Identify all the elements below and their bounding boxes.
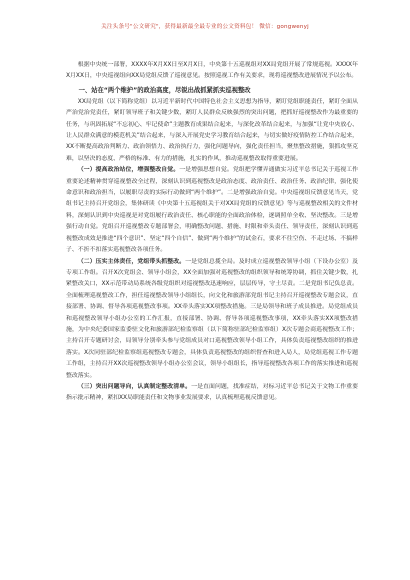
subsection-3	[66, 382, 358, 405]
header-watermark-note: 关注头条号"公文研究"，获得最新最全最专业的公文资料包！ 微信：gongwenyj	[101, 24, 309, 30]
subsection-1-body: 一是增强思想自觉。党组把学懂弄通做实习近平总书记关于巡视工作重要论述精神贯穿巡视整改全过程，深刻认识到巡视整改是政治态度、政治责任、政治任务、政治纪律，强化使命意识和政治担当，以履职尽责的实际行动做到“两个维护”。二是增强政治自觉。中央巡视组反馈意见当天，党组书记主持召开党组会，集体研读《中央第十五巡视组关于对XX局党组的反馈意见》等与巡视整改相关的文件材料，深刻认识到中央巡视是对党组履行政治责任、核心职能的全面政治体检，逐调照单全收、坚决整改。三是增强行动自觉。党组召开巡视整改专题部署会，明确整改问题、措施、时限和牵头责任、领导责任，深刻认识到巡视整改成效是推进“四个意识”、坚定“四个自信”、做到“两个维护”的试金石，要求不往空伤、不走过场、不搞样子、不折不扣落实巡视整改各项任务。	[66, 167, 359, 254]
subsection-2-body: 一是党组总揽全局。及时成立巡视整改领导小组（下设办公室）及专项工作组。召开X次党组会、领导小组会，XX全面加强对巡视整改的组织领导和统筹协调，抓住关键少数，扎紧整改关口，XX示范带动局系统各级党组织对巡视整改迅速响应，层层传导，守土尽责。二是党组书记负总责。全面梳理巡视整改工作，担任巡视整改领导小组组长，向文化和旅游部党组书记主持召开巡视整改专题会议，直接部署、协调、督导各项巡视整改事项。XX牵头落实XX项整改措施。三是局领导和班子成员推进。局党组成员和巡视整改领导小组办公室的工作汇报，直接部署、协调、督导各项巡视整改事项，XX牵头落实XX项整改措施，为中央纪委国家监委驻文化和旅游部纪检监察组（以下简称驻部纪检监察组）X次专题会商巡视整改工作；主持召开专题研讨会，局领导分别牵头参与党组成员对口巡视整改领导小组工作，具体负责巡视整改组织的推进落实。X次同驻部纪检监察组巡视整改专题会，具体负责巡视整改的组织督查和进入局人，局党组巡视工作专题工作组，主持召开XX次巡视整改领导小组办公室会议，领导小组组长，指导巡视整改各项工作的落实推进和巡视整改落实。	[66, 258, 359, 379]
subsection-3-title: （三）突出问题导向，认真制定整改清单。	[77, 383, 192, 390]
document-body	[66, 60, 358, 405]
section-1-heading: 一、站在“两个维护”的政治高度，尽锐出战抓紧抓实巡视整改	[78, 86, 251, 94]
subsection-2-title: （二）压实主体责任，党组带头抓整改。	[77, 258, 186, 265]
intro-paragraph: 根据中央统一部署，XXXX年X月XX日至X月X日，中央第十五巡视组对XX局党组开展了常规巡视。XXXX年X月XX日，中央巡视组向XX局党组反馈了巡视意见。按照巡视工作有关要求，现将巡视整改进展情况予以公布。	[66, 62, 358, 80]
subsection-1	[66, 165, 358, 256]
subsection-1-title: （一）提高政治站位，增强整改自觉。	[77, 167, 180, 174]
subsection-3-body: 一是直面问题，找准症结，对标习近平总书记关于文物工作重要指示批示精神，紧扣XX局职能责任和文物事业发展要求，认真梳理巡视反馈意见。	[66, 383, 359, 402]
section-1-paragraph: XX局党组（以下简称党组）以习近平新时代中国特色社会主义思想为指导，紧盯党组职能责任，紧盯全面从严治党治党责任，紧盯领导班子和关键少数，紧盯人民群众反映强烈的突出问题，把抓好巡视整改作为最重要的任务，与巩固拓展“不忘初心、牢记使命”主题教育成果结合起来，与深化改革结合起来，与加强“让党中央放心、让人民群众满意的模范机关”结合起来，与深入开展党史学习教育结合起来，与切实做好疫情防控工作结合起来，XX不断提高政治判断力、政治领悟力、政治执行力，强化问题导向，强化责任担当，聚焦整改措施，狠抓攻坚克难，以坚决的态度、严格的标准、有力的措施，扎实的作风，推动巡视整改取得重要进展。	[66, 98, 358, 162]
subsection-2	[66, 257, 358, 382]
